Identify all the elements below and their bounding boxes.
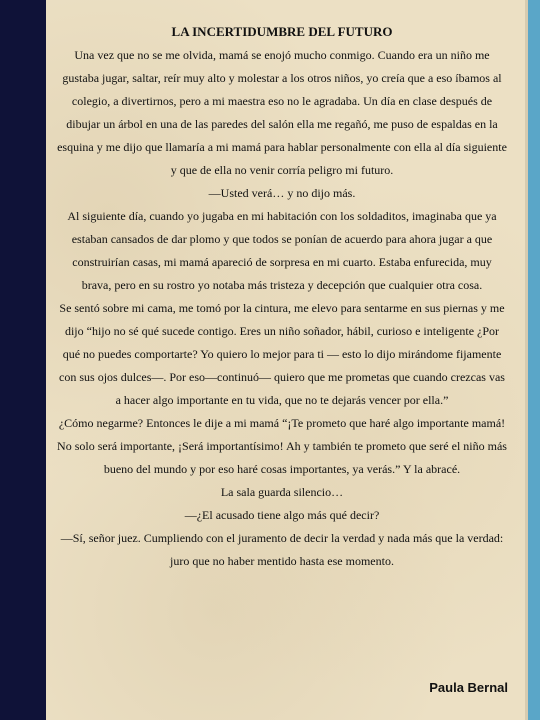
story-paragraph: Se sentó sobre mi cama, me tomó por la cintura, me elevo para sentarme en sus piernas y me dijo “hijo no sé qué sucede contigo. Eres un niño soñador, hábil, curioso e inteligente ¿Por qué no puedes comportarte? Yo quiero lo mejor para ti — esto lo dijo mirándome fijamente con sus ojos dulces—. Por eso—continuó— quiero que me prometas que cuando crezcas vas a hacer algo importante en tu vida, que no te dejarás vencer por ella.” bbox=[59, 301, 505, 407]
right-blue-band bbox=[528, 0, 540, 720]
story-paragraph: Al siguiente día, cuando yo jugaba en mi habitación con los soldaditos, imaginaba que ya estaban cansados de dar plomo y que todos se ponían de acuerdo para ahora jugar a que construirían casas, mi mamá apareció de sorpresa en mi cuarto. Estaba enfurecida, muy brava, pero en su rostro yo notaba más tristeza y decepción que cualquier otra cosa. bbox=[67, 209, 497, 292]
author-name: Paula Bernal bbox=[429, 680, 508, 695]
story-paragraph: —¿El acusado tiene algo más qué decir? bbox=[184, 508, 380, 522]
story-title: LA INCERTIDUMBRE DEL FUTURO bbox=[171, 24, 393, 39]
story-paragraph: —Sí, señor juez. Cumpliendo con el juramento de decir la verdad y nada más que la verdad: juro que no haber mentido hasta ese momento. bbox=[60, 531, 504, 568]
story-paragraph: Una vez que no se me olvida, mamá se enojó mucho conmigo. Cuando era un niño me gustaba jugar, saltar, reír muy alto y molestar a los otros niños, yo creía que a eso íbamos al colegio, a divertirnos, pero a mi maestra eso no le agradaba. Un día en clase después de dibujar un árbol en una de las paredes del salón ella me regañó, me puso de espaldas en la esquina y me dijo que llamaría a mi mamá para hablar personalmente con ella al día siguiente y que de ella no venir corría peligro mi futuro. bbox=[57, 48, 507, 177]
story-paragraph: —Usted verá… y no dijo más. bbox=[208, 186, 356, 200]
story-paragraph: La sala guarda silencio… bbox=[220, 485, 344, 499]
story-page bbox=[56, 22, 508, 573]
left-dark-band bbox=[0, 0, 46, 720]
story-paragraph: ¿Cómo negarme? Entonces le dije a mi mamá “¡Te prometo que haré algo importante mamá! No solo será importante, ¡Será importantísimo! Ah y también te prometo que seré el niño más bueno del mundo y por eso haré cosas importantes, ya verás.” Y la abracé. bbox=[57, 416, 507, 476]
